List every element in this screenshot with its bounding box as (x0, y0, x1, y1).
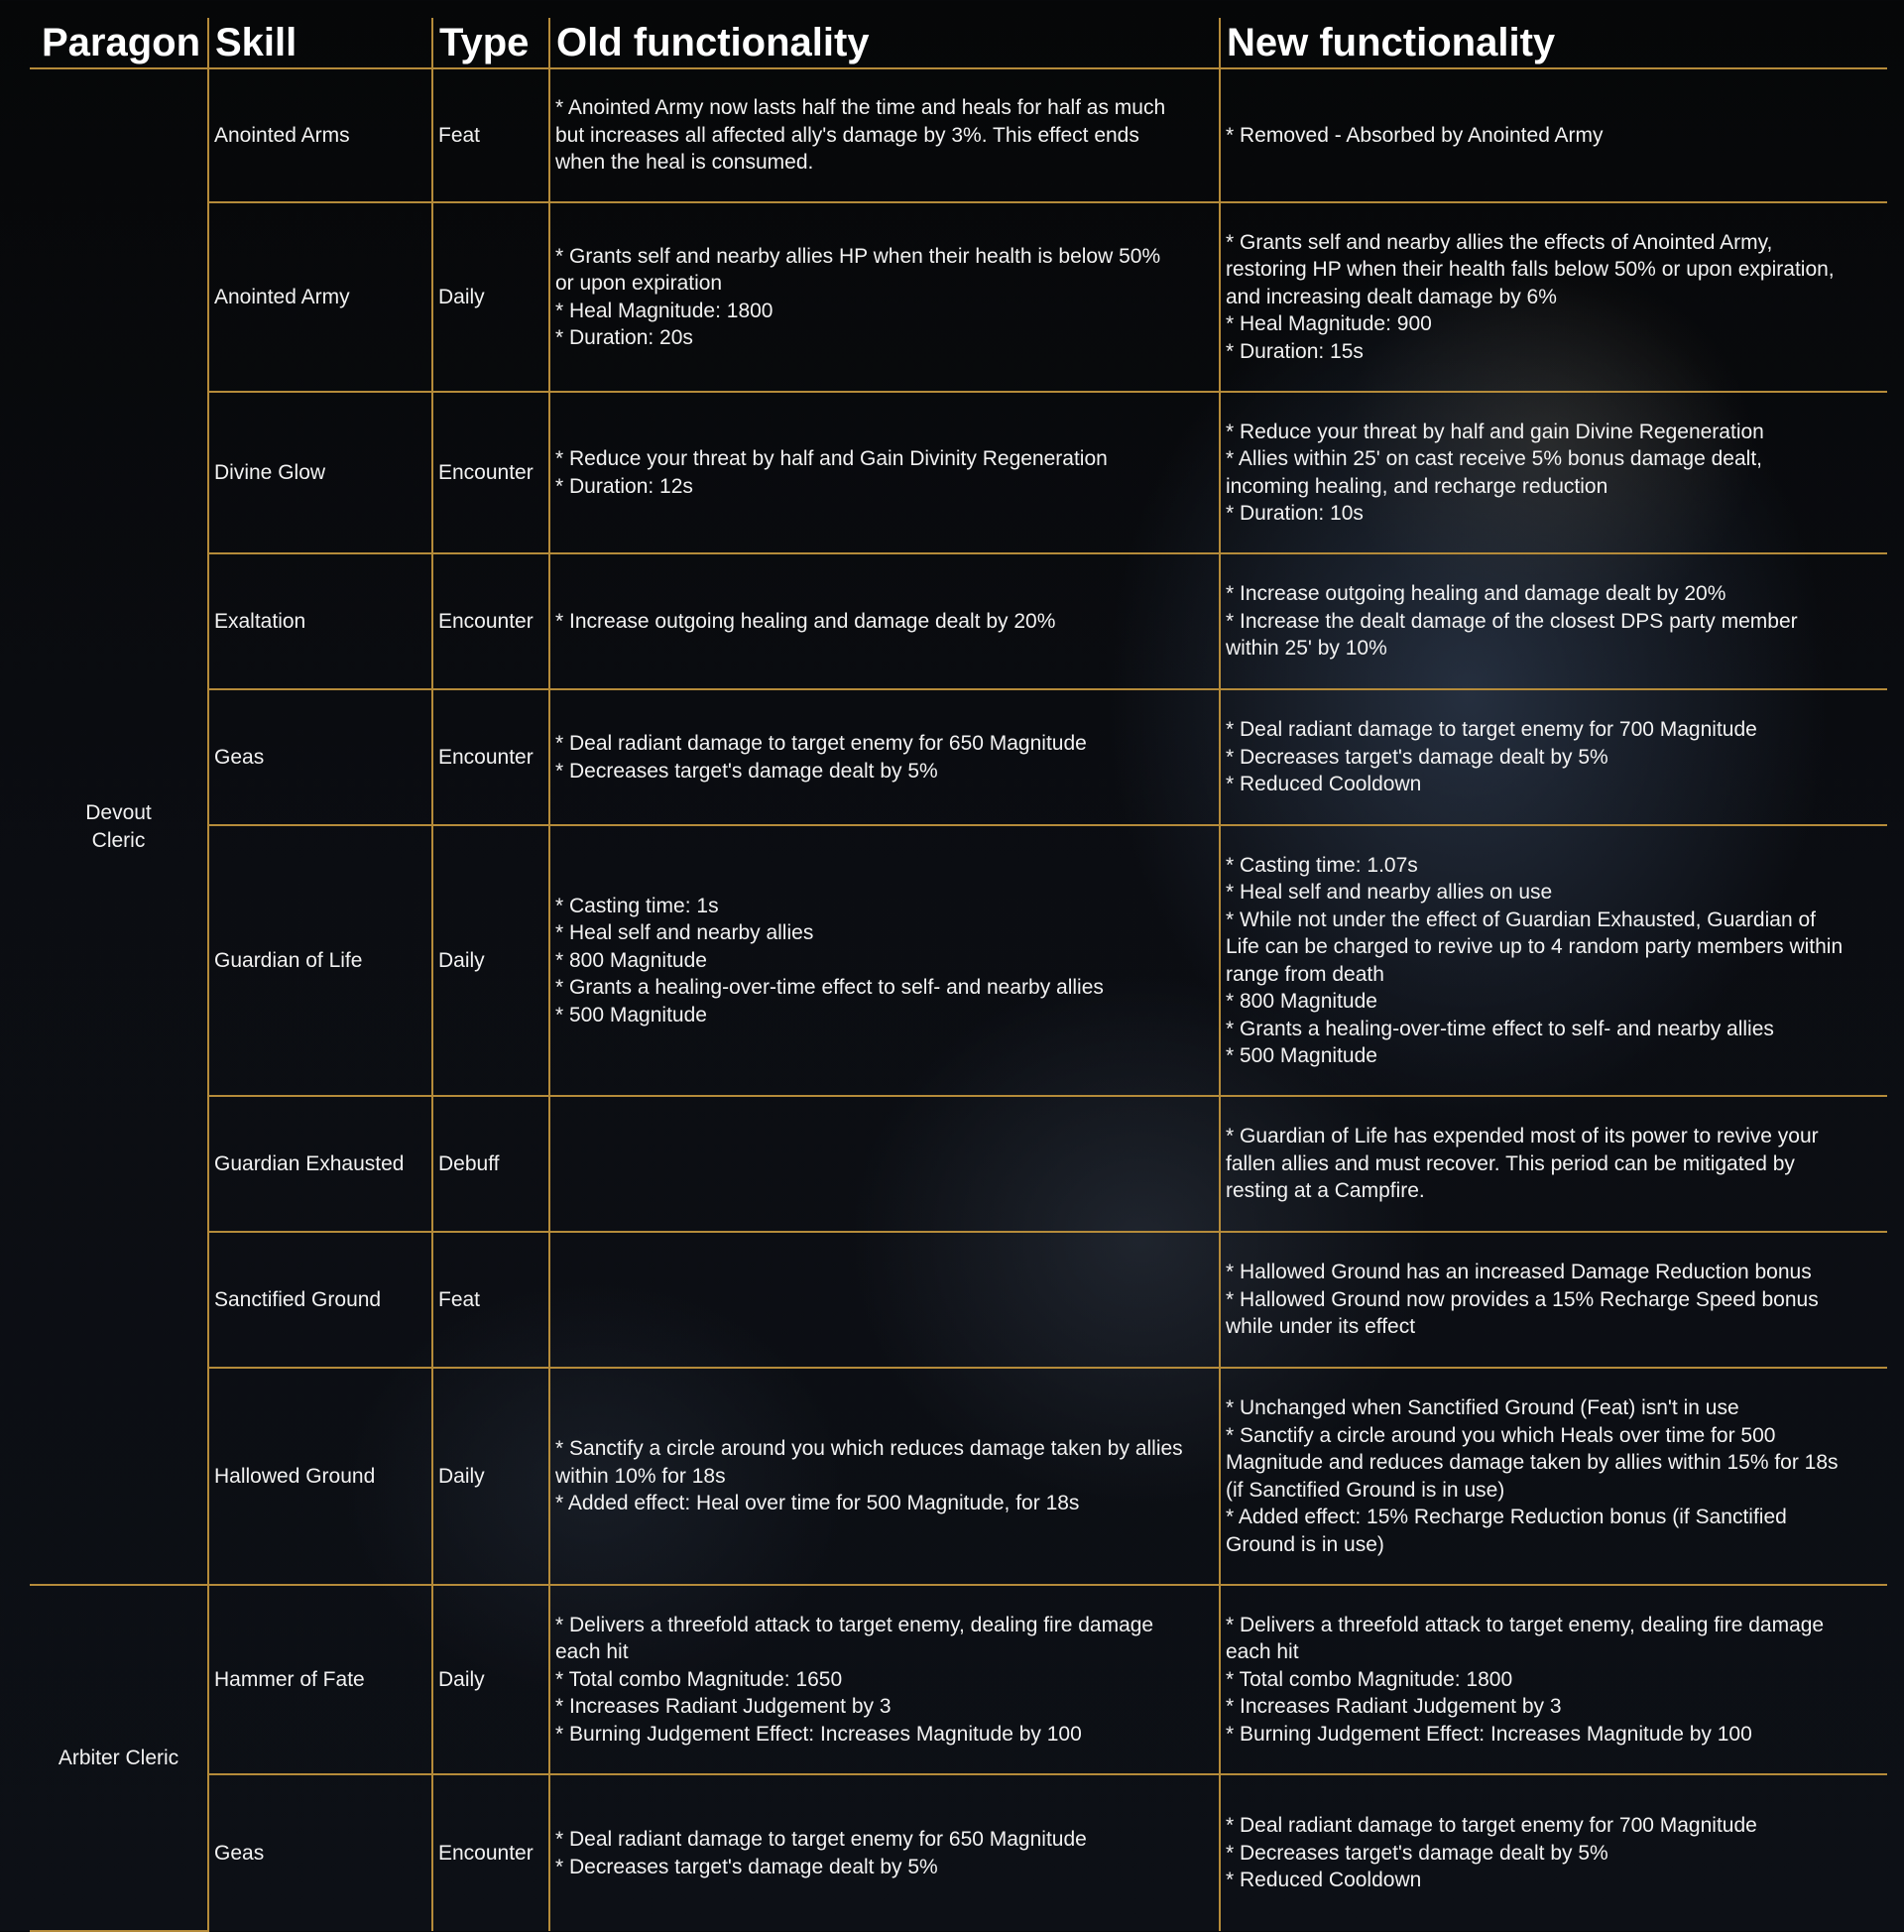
new-functionality-line: each hit (1226, 1640, 1299, 1664)
old-functionality-line: * Heal Magnitude: 1800 (555, 299, 774, 322)
table-row (30, 1368, 1887, 1585)
old-functionality-line: when the heal is consumed. (555, 151, 814, 175)
new-functionality-line: * Deal radiant damage to target enemy for 700 Magnitude (1226, 1814, 1757, 1838)
new-functionality-line: * Reduced Cooldown (1226, 1869, 1422, 1892)
new-functionality-line: * Grants a healing-over-time effect to self- and nearby allies (1226, 1017, 1774, 1040)
new-functionality-line: (if Sanctified Ground is in use) (1226, 1478, 1505, 1502)
table-row (30, 1585, 1887, 1774)
new-functionality-line: * Removed - Absorbed by Anointed Army (1226, 123, 1604, 147)
old-functionality-line: * Reduce your threat by half and Gain Divinity Regeneration (555, 447, 1108, 470)
type-cell: Feat (432, 1232, 549, 1368)
table-row (30, 1232, 1887, 1368)
table-row (30, 825, 1887, 1096)
paragon-label: Devout (85, 801, 152, 824)
header-new-functionality: New functionality (1220, 18, 1887, 68)
old-functionality-cell (549, 1232, 1220, 1368)
new-functionality-line: * Decreases target's damage dealt by 5% (1226, 745, 1608, 769)
table-body (30, 68, 1887, 1931)
table-row (30, 1096, 1887, 1232)
new-functionality-line: * Heal Magnitude: 900 (1226, 312, 1432, 336)
old-functionality-cell (549, 1368, 1220, 1585)
old-functionality-line: each hit (555, 1640, 629, 1664)
new-functionality-cell (1220, 1368, 1887, 1585)
type-cell: Encounter (432, 689, 549, 825)
skill-cell: Exaltation (208, 553, 432, 689)
type-cell: Feat (432, 68, 549, 202)
type-cell: Encounter (432, 392, 549, 553)
new-functionality-line: * Unchanged when Sanctified Ground (Feat) isn't in use (1226, 1396, 1739, 1419)
new-functionality-line: * Burning Judgement Effect: Increases Magnitude by 100 (1226, 1722, 1752, 1746)
new-functionality-line: within 25' by 10% (1226, 637, 1387, 661)
paragon-label: Cleric (91, 828, 146, 852)
old-functionality-line: * Deal radiant damage to target enemy for 650 Magnitude (555, 1828, 1087, 1851)
new-functionality-line: * Hallowed Ground has an increased Damage Reduction bonus (1226, 1261, 1812, 1284)
new-functionality-line: * Heal self and nearby allies on use (1226, 881, 1553, 904)
new-functionality-line: * 500 Magnitude (1226, 1044, 1377, 1067)
new-functionality-cell (1220, 1585, 1887, 1774)
skill-cell: Anointed Army (208, 202, 432, 392)
skill-cell: Divine Glow (208, 392, 432, 553)
type-cell: Daily (432, 1368, 549, 1585)
skill-cell: Guardian of Life (208, 825, 432, 1096)
skill-cell: Geas (208, 689, 432, 825)
skill-cell: Guardian Exhausted (208, 1096, 432, 1232)
old-functionality-line: or upon expiration (555, 272, 723, 295)
new-functionality-line: resting at a Campfire. (1226, 1179, 1425, 1203)
new-functionality-line: * Guardian of Life has expended most of its power to revive your (1226, 1125, 1819, 1148)
new-functionality-cell (1220, 825, 1887, 1096)
new-functionality-line: * Deal radiant damage to target enemy for 700 Magnitude (1226, 718, 1757, 742)
table-row (30, 68, 1887, 202)
new-functionality-line: and increasing dealt damage by 6% (1226, 285, 1557, 308)
old-functionality-line: but increases all affected ally's damage by 3%. This effect ends (555, 123, 1139, 147)
old-functionality-line: * Duration: 20s (555, 326, 693, 349)
new-functionality-line: * Added effect: 15% Recharge Reduction bonus (if Sanctified (1226, 1506, 1787, 1528)
old-functionality-line: * Grants self and nearby allies HP when their health is below 50% (555, 244, 1161, 268)
old-functionality-cell (549, 68, 1220, 202)
header-paragon: Paragon (30, 18, 208, 68)
new-functionality-line: restoring HP when their health falls below 50% or upon expiration, (1226, 258, 1835, 282)
new-functionality-line: * Grants self and nearby allies the effects of Anointed Army, (1226, 230, 1773, 254)
new-functionality-cell (1220, 1774, 1887, 1931)
header-old-functionality: Old functionality (549, 18, 1220, 68)
new-functionality-line: * Reduce your threat by half and gain Divine Regeneration (1226, 420, 1764, 443)
old-functionality-line: * Decreases target's damage dealt by 5% (555, 759, 938, 783)
new-functionality-cell (1220, 553, 1887, 689)
old-functionality-cell (549, 689, 1220, 825)
old-functionality-line: * Increases Radiant Judgement by 3 (555, 1695, 892, 1719)
new-functionality-line: * Duration: 10s (1226, 502, 1364, 525)
skill-cell: Anointed Arms (208, 68, 432, 202)
new-functionality-cell (1220, 202, 1887, 392)
new-functionality-line: * Increase the dealt damage of the closest DPS party member (1226, 609, 1798, 633)
new-functionality-cell (1220, 1232, 1887, 1368)
new-functionality-line: * Casting time: 1.07s (1226, 853, 1418, 877)
new-functionality-line: * Allies within 25' on cast receive 5% bonus damage dealt, (1226, 447, 1762, 470)
table-row (30, 1774, 1887, 1931)
old-functionality-line: * Heal self and nearby allies (555, 921, 814, 945)
patch-notes-table (30, 18, 1887, 1932)
table-row (30, 553, 1887, 689)
new-functionality-line: Ground is in use) (1226, 1532, 1384, 1556)
new-functionality-line: * While not under the effect of Guardian Exhausted, Guardian of (1226, 907, 1816, 931)
type-cell: Encounter (432, 1774, 549, 1931)
new-functionality-line: Life can be charged to revive up to 4 random party members within (1226, 935, 1844, 958)
paragon-label: Arbiter Cleric (58, 1746, 179, 1769)
header-type: Type (432, 18, 549, 68)
old-functionality-line: * Duration: 12s (555, 474, 693, 498)
new-functionality-cell (1220, 689, 1887, 825)
type-cell: Encounter (432, 553, 549, 689)
table-row (30, 392, 1887, 553)
old-functionality-line: * Casting time: 1s (555, 894, 719, 917)
old-functionality-cell (549, 202, 1220, 392)
old-functionality-line: * Decreases target's damage dealt by 5% (555, 1855, 938, 1878)
old-functionality-cell (549, 553, 1220, 689)
type-cell: Daily (432, 1585, 549, 1774)
new-functionality-line: * Delivers a threefold attack to target enemy, dealing fire damage (1226, 1613, 1825, 1636)
new-functionality-line: * Hallowed Ground now provides a 15% Recharge Speed bonus (1226, 1287, 1819, 1311)
new-functionality-cell (1220, 392, 1887, 553)
new-functionality-line: incoming healing, and recharge reduction (1226, 474, 1608, 498)
old-functionality-line: * Anointed Army now lasts half the time and heals for half as much (555, 96, 1166, 120)
header-skill: Skill (208, 18, 432, 68)
table-row (30, 202, 1887, 392)
old-functionality-line: * Total combo Magnitude: 1650 (555, 1667, 843, 1691)
paragon-cell (30, 68, 208, 1585)
new-functionality-line: * Duration: 15s (1226, 339, 1364, 363)
old-functionality-line: * 500 Magnitude (555, 1003, 707, 1026)
skill-cell: Sanctified Ground (208, 1232, 432, 1368)
old-functionality-line: * 800 Magnitude (555, 948, 707, 972)
header-row (30, 18, 1887, 68)
skill-cell: Hallowed Ground (208, 1368, 432, 1585)
new-functionality-line: * Sanctify a circle around you which Heals over time for 500 (1226, 1423, 1776, 1447)
old-functionality-line: * Added effect: Heal over time for 500 Magnitude, for 18s (555, 1492, 1080, 1515)
old-functionality-cell (549, 825, 1220, 1096)
old-functionality-line: * Delivers a threefold attack to target enemy, dealing fire damage (555, 1613, 1154, 1636)
patch-notes-table-wrapper (30, 18, 1887, 1932)
new-functionality-line: * Increases Radiant Judgement by 3 (1226, 1695, 1562, 1719)
new-functionality-line: * Increase outgoing healing and damage dealt by 20% (1226, 582, 1726, 606)
new-functionality-line: * Total combo Magnitude: 1800 (1226, 1667, 1513, 1691)
old-functionality-cell (549, 1774, 1220, 1931)
new-functionality-line: * Decreases target's damage dealt by 5% (1226, 1841, 1608, 1865)
new-functionality-line: Magnitude and reduces damage taken by allies within 15% for 18s (1226, 1451, 1839, 1474)
old-functionality-line: * Deal radiant damage to target enemy for 650 Magnitude (555, 732, 1087, 755)
old-functionality-line: * Grants a healing-over-time effect to self- and nearby allies (555, 976, 1104, 1000)
old-functionality-line: within 10% for 18s (555, 1464, 726, 1488)
paragon-cell (30, 1585, 208, 1931)
type-cell: Debuff (432, 1096, 549, 1232)
type-cell: Daily (432, 202, 549, 392)
old-functionality-cell (549, 1096, 1220, 1232)
skill-cell: Geas (208, 1774, 432, 1931)
new-functionality-line: while under its effect (1226, 1315, 1416, 1339)
new-functionality-cell (1220, 1096, 1887, 1232)
type-cell: Daily (432, 825, 549, 1096)
table-row (30, 689, 1887, 825)
new-functionality-line: fallen allies and must recover. This period can be mitigated by (1226, 1151, 1795, 1175)
old-functionality-line: * Sanctify a circle around you which reduces damage taken by allies (555, 1437, 1183, 1461)
old-functionality-cell (549, 1585, 1220, 1774)
new-functionality-line: * 800 Magnitude (1226, 990, 1377, 1013)
new-functionality-line: range from death (1226, 962, 1384, 986)
old-functionality-cell (549, 392, 1220, 553)
old-functionality-line: * Increase outgoing healing and damage dealt by 20% (555, 609, 1056, 633)
new-functionality-cell (1220, 68, 1887, 202)
skill-cell: Hammer of Fate (208, 1585, 432, 1774)
new-functionality-line: * Reduced Cooldown (1226, 773, 1422, 796)
old-functionality-line: * Burning Judgement Effect: Increases Magnitude by 100 (555, 1722, 1082, 1746)
